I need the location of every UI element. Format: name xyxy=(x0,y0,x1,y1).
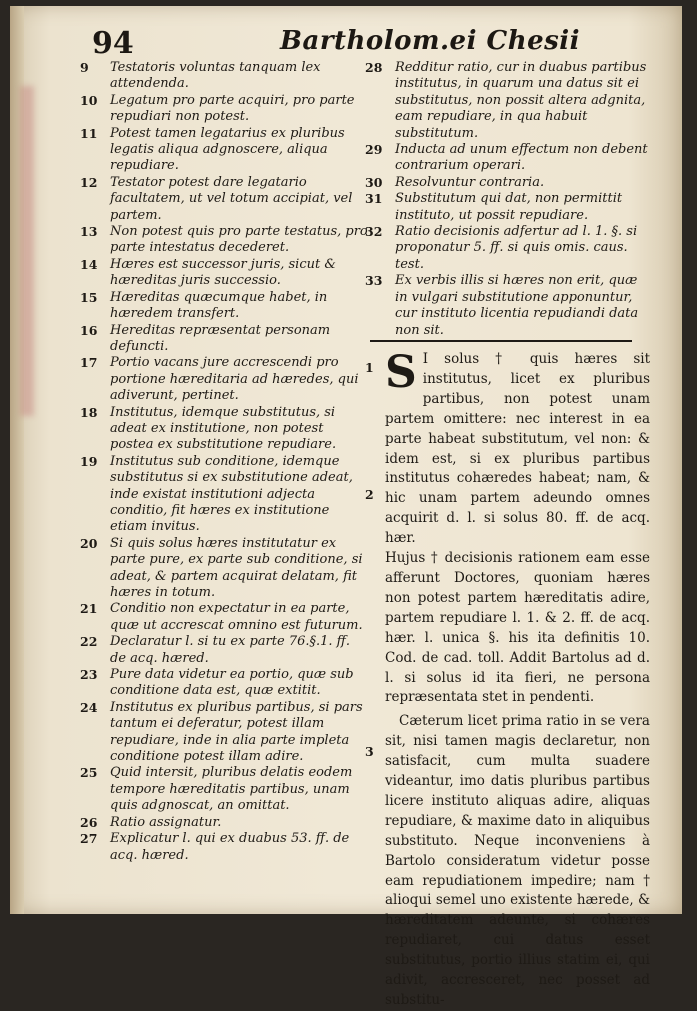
summary-text: Potest tamen legatarius ex pluribus legatis aliqua adgnoscere, aliqua repudiare. xyxy=(110,125,345,174)
right-summary-column xyxy=(365,60,650,339)
summary-entry xyxy=(80,405,370,454)
summary-entry xyxy=(365,191,650,224)
summary-entry xyxy=(80,60,370,93)
summary-text: Explicatur l. qui ex duabus 53. ff. de acq. hæred. xyxy=(110,831,350,863)
section-rule xyxy=(370,340,632,342)
summary-number: 29 xyxy=(365,142,383,158)
summary-number: 14 xyxy=(80,256,98,272)
summary-number: 19 xyxy=(80,453,98,469)
summary-number: 24 xyxy=(80,699,98,715)
summary-text: Pure data videtur ea portio, quæ sub conditione data est, quæ extitit. xyxy=(110,667,354,699)
drop-cap: S xyxy=(385,347,417,398)
summary-number: 11 xyxy=(80,125,98,141)
margin-number: 1 xyxy=(365,360,374,375)
summary-text: Testator potest dare legatario facultatem, ut vel totum accipiat, vel partem. xyxy=(110,174,353,223)
margin-number: 2 xyxy=(365,487,374,502)
summary-number: 26 xyxy=(80,814,98,830)
summary-text: Resolvuntur contraria. xyxy=(395,174,545,190)
running-title: Bartholom.ei Chesii xyxy=(280,26,581,56)
summary-text: Institutus, idemque substitutus, si adeat ex institutione, non potest postea ex substitutione repudiare. xyxy=(110,404,337,453)
summary-entry xyxy=(80,224,370,257)
summary-text: Ex verbis illis si hæres non erit, quæ in vulgari substitutione apponuntur, cur instituto licentia repudiandi data non sit. xyxy=(395,273,639,338)
summary-text: Testatoris voluntas tanquam lex attendenda. xyxy=(110,60,321,92)
summary-entry xyxy=(80,601,370,634)
summary-entry xyxy=(80,93,370,126)
summary-number: 31 xyxy=(365,191,383,207)
summary-text: Legatum pro parte acquiri, pro parte repudiari non potest. xyxy=(110,92,355,125)
summary-number: 9 xyxy=(80,60,89,75)
summary-text: Ratio decisionis adfertur ad l. 1. §. si proponatur 5. ff. si quis omis. caus. test. xyxy=(395,224,638,272)
summary-text: Hæres est successor juris, sicut & hæreditas juris successio. xyxy=(110,256,336,289)
summary-text: Substitutum qui dat, non permittit instituto, ut possit repudiare. xyxy=(395,191,623,223)
summary-number: 15 xyxy=(80,289,98,305)
summary-entry xyxy=(80,257,370,290)
summary-number: 17 xyxy=(80,355,98,371)
summary-text: Quid intersit, pluribus delatis eodem tempore hæreditatis partibus, unam quis adgnoscat, an omittat. xyxy=(110,765,353,814)
summary-number: 22 xyxy=(80,634,98,650)
summary-entry xyxy=(365,60,650,142)
summary-entry xyxy=(80,454,370,536)
summary-number: 23 xyxy=(80,667,98,683)
page-header xyxy=(92,26,652,62)
summary-text: Declaratur l. si tu ex parte 76.§.1. ff. de acq. hæred. xyxy=(110,634,351,666)
summary-text: Hereditas repræsentat personam defuncti. xyxy=(110,322,331,354)
summary-number: 25 xyxy=(80,765,98,781)
summary-number: 20 xyxy=(80,535,98,551)
paragraph-1 xyxy=(365,347,650,549)
summary-text: Ratio assignatur. xyxy=(110,814,222,830)
summary-number: 32 xyxy=(365,224,383,240)
summary-text: Conditio non expectatur in ea parte, quæ ut accrescat omnino est futurum. xyxy=(110,601,363,633)
summary-entry xyxy=(80,175,370,224)
margin-number: 3 xyxy=(365,744,374,759)
summary-entry xyxy=(80,765,370,814)
summary-entry xyxy=(365,224,650,273)
summary-number: 27 xyxy=(80,831,98,847)
paragraph-1-text: I solus † quis hæres sit institutus, licet ex pluribus partibus, non potest unam partem omittere: nec interest in ea parte habeat substitutum, vel non: & idem est, si ex pluribus partibus institutus cohæredes habeat; nam, & hic unam partem adeundo omnes acquirit d. l. si solus 80. ff. de acq. hær. xyxy=(385,351,650,547)
summary-number: 10 xyxy=(80,92,98,108)
summary-entry xyxy=(80,815,370,831)
summary-entry xyxy=(80,126,370,175)
summary-entry xyxy=(80,323,370,356)
summary-number: 16 xyxy=(80,322,98,338)
summary-text: Institutus ex pluribus partibus, si pars tantum ei deferatur, potest illam repudiare, inde in alia parte impleta conditione potest illam adire. xyxy=(110,699,363,765)
summary-text: Si quis solus hæres institutatur ex parte pure, ex parte sub conditione, si adeat, & partem acquirat delatam, fit hæres in totum. xyxy=(110,535,363,600)
summary-text: Redditur ratio, cur in duabus partibus institutus, in quarum una datus sit ei substitutus, non possit altera adgnita, eam repudiare, in qua habuit substitutum. xyxy=(395,60,647,141)
summary-entry xyxy=(365,142,650,175)
summary-number: 28 xyxy=(365,60,383,75)
summary-text: Portio vacans jure accrescendi pro portione hæreditaria ad hæredes, qui adiverunt, pertinet. xyxy=(110,355,359,404)
summary-entry xyxy=(365,273,650,339)
left-summary-column xyxy=(80,60,370,864)
summary-text: Institutus sub conditione, idemque substitutus si ex substitutione adeat, inde existat institutioni adjecta conditio, fit hæres ex institutione etiam invitus. xyxy=(110,453,353,535)
page-stain xyxy=(20,86,34,416)
paragraph-2: Hujus † decisionis rationem eam esse afferunt Doctores, quoniam hæres non potest partem hæreditatis adire, partem repudiare l. 1. & 2. ff. de acq. hær. l. unica §. his ita definitis 10. Cod. de cad. toll. Addit Bartolus ad d. l. si solus id ita fieri, ne persona repræsentata stet in pendenti. xyxy=(385,550,650,706)
summary-number: 21 xyxy=(80,601,98,617)
summary-number: 30 xyxy=(365,174,383,190)
summary-entry xyxy=(80,536,370,602)
summary-entry xyxy=(365,175,650,191)
summary-number: 18 xyxy=(80,404,98,420)
summary-text: Non potest quis pro parte testatus, pro parte intestatus decederet. xyxy=(110,224,368,256)
summary-text: Inducta ad unum effectum non debent contrarium operari. xyxy=(395,142,648,174)
summary-text: Hæreditas quæcumque habet, in hæredem transfert. xyxy=(110,289,328,322)
summary-entry xyxy=(80,290,370,323)
summary-number: 12 xyxy=(80,174,98,190)
summary-entry xyxy=(80,355,370,404)
summary-entry xyxy=(80,634,370,667)
summary-number: 33 xyxy=(365,273,383,289)
summary-entry xyxy=(80,667,370,700)
main-text xyxy=(365,347,650,1011)
summary-number: 13 xyxy=(80,224,98,240)
summary-entry xyxy=(80,831,370,864)
summary-entry xyxy=(80,700,370,766)
page-number: 94 xyxy=(92,26,134,61)
paragraph-3: Cæterum licet prima ratio in se vera sit, nisi tamen magis declaretur, non satisfacit, cum multa suadere videantur, imo datis pluribus partibus licere instituto aliquas adire, aliquas repudiare, & maxime dato in aliquibus substituto. Neque inconveniens à Bartolo consideratum videtur posse eam repudiationem impedire; nam † alioqui semel uno existente hærede, & hæreditatem adeunte, si cohæres repudiaret, cui datus esset substitutus, portio illius statim ei, qui adivit, accresceret, nec posset ad substitu- xyxy=(385,713,650,1008)
